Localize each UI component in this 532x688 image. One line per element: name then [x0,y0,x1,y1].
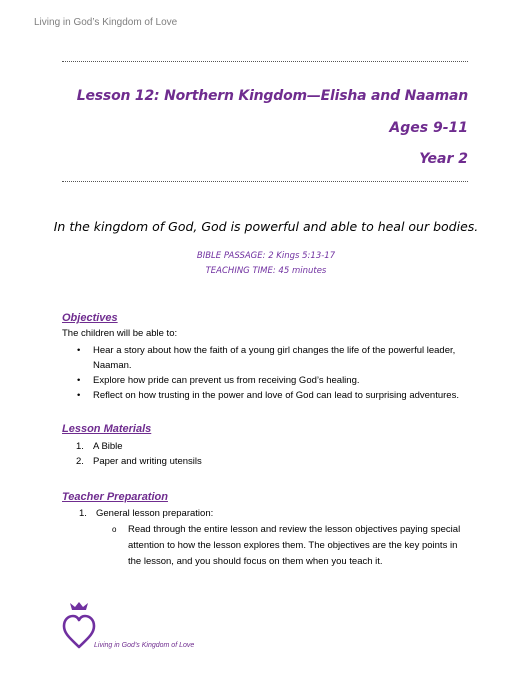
running-header: Living in God’s Kingdom of Love [34,17,178,28]
preparation-heading: Teacher Preparation [62,491,168,503]
material-text: A Bible [93,441,123,452]
age-range: Ages 9-11 [389,120,468,136]
list-item [76,439,473,454]
material-text: Paper and writing utensils [93,456,202,467]
theme-statement: In the kingdom of God, God is powerful and able to heal our bodies. [53,219,479,234]
top-divider [62,61,468,62]
materials-heading: Lesson Materials [62,423,152,435]
bible-passage: BIBLE PASSAGE: 2 Kings 5:13-17 [196,251,336,261]
list-item [112,522,470,570]
objectives-heading: Objectives [62,312,118,324]
objectives-intro: The children will be able to: [62,328,178,339]
list-number: 1. [79,508,87,519]
bottom-divider [62,181,468,182]
teaching-time: TEACHING TIME: 45 minutes [205,266,327,276]
heart-crown-logo [61,601,97,653]
list-item [79,506,476,521]
objectives-list [77,343,473,403]
list-item [77,343,473,373]
hollow-bullet-icon: o [112,525,117,534]
bullet-icon: • [77,345,81,356]
curriculum-year: Year 2 [419,151,468,167]
preparation-sublist [112,522,470,570]
list-item [76,454,473,469]
list-item [77,373,473,388]
materials-list [76,439,473,469]
bullet-icon: • [77,375,81,386]
objective-text: Hear a story about how the faith of a young girl changes the life of the powerful leader, Naaman. [93,345,456,371]
objective-text: Reflect on how trusting in the power and love of God can lead to surprising adventures. [93,390,459,401]
bullet-icon: • [77,390,81,401]
list-item [77,388,473,403]
preparation-text: General lesson preparation: [96,508,214,519]
list-number: 2. [76,456,84,467]
preparation-subtext: Read through the entire lesson and review the lesson objectives paying special attention to how the lesson explores them. The objectives are the key points in the lesson, and you should focus on them when you teach it. [128,524,461,567]
objective-text: Explore how pride can prevent us from receiving God’s healing. [93,375,360,386]
footer-text: Living in God’s Kingdom of Love [94,642,195,649]
preparation-list [79,506,476,521]
lesson-title: Lesson 12: Northern Kingdom—Elisha and Naaman [76,88,468,104]
list-number: 1. [76,441,84,452]
